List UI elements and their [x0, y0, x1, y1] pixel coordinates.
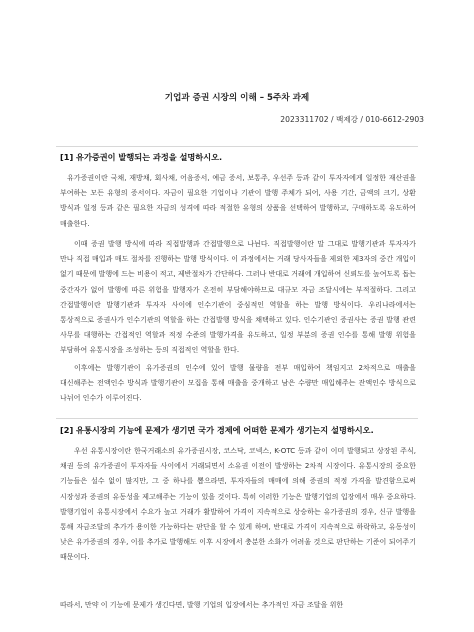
question-2-heading: [2] 유통시장의 기능에 문제가 생기면 국가 경제에 어떠한 문제가 생기는지 설명하시오.	[60, 425, 374, 435]
q2-paragraph-2: 따라서, 만약 이 기능에 문제가 생긴다면, 발행 기업의 입장에서는 추가적인 자금 조달을 위한	[60, 600, 344, 609]
divider	[56, 146, 418, 147]
q1-paragraph-3: 이후에는 발행기관이 유가증권의 인수에 있어 발행 물량을 전부 매입하여 책임지고 2차적으로 매출을 대신해주는 전액인수 방식과 발행기관이 모집을 통해 매출을 중개하고 남은 수량만 매입해주는 잔액인수 방식으로 나뉘어 인수가 이루어진다.	[60, 363, 416, 403]
q1-paragraph-1: 유가증권이란 국채, 재방채, 회사채, 어음증서, 예금 증서, 보통주, 우선주 등과 같이 투자자에게 일정한 재산권을 부여하는 모든 유형의 증서이다. 자금이 필요한 기업이나 기관이 발행 주체가 되어, 사용 기간, 금액의 크기, 상환 방식과 일정 등과 같은 필요한 자금의 성격에 따라 적절한 유형의 상품을 선택하여 발행하고, 구매하도록 유도하여 매출한다.	[60, 173, 416, 228]
document-title: 기업과 증권 시장의 이해 – 5주차 과제	[164, 93, 310, 103]
q2-paragraph-1: 우선 유통시장이란 한국거래소의 유가증권시장, 코스닥, 코넥스, K-OTC 등과 같이 이미 발행되고 상장된 주식, 채권 등의 유가증권이 투자자들 사이에서 거래되면서 소유권 이전이 발생하는 2차적 시장이다. 유통시장의 중요한 기능들은 설수 없이 많지만, 그 중 하나를 뽑으라면, 투자자들의 매매에 의해 증권의 적정 가격을 발견함으로써 시장성과 증권의 유동성을 제고해주는 기능이 있을 것이다. 특히 이러한 기능은 발행기업의 입장에서 매우 중요하다. 발행기업이 유통시장에서 수요가 높고 거래가 활발하여 가격이 지속적으로 상승하는 유가증권의 경우, 신규 발행을 통해 자금조달의 추가가 용이한 가능하다는 판단을 할 수 있게 하며, 반대로 가격이 지속적으로 하락하고, 유동성이 낮은 유가증권의 경우, 이를 추가로 발행해도 이후 시장에서 충분한 소화가 어려울 것으로 판단하는 기준이 되어주기 때문이다.	[60, 446, 416, 562]
author-line: 2023311702 / 백제강 / 010-6612-2903	[280, 115, 424, 124]
question-1-heading: [1] 유가증권이 발행되는 과정을 설명하시오.	[60, 152, 223, 162]
q1-paragraph-2: 이때 증권 발행 방식에 따라 직접발행과 간접발행으로 나뉜다. 직접발행이란 말 그대로 발행기관과 투자자가 만나 직접 매입과 매도 절차를 진행하는 발행 방식이다. 이 과정에서는 거래 당사자들을 제외한 제3자의 중간 개입이 없기 때문에 발행에 드는 비용이 적고, 제반절차가 간단하다. 그러나 반대로 거래에 개입하여 신뢰도를 높여도록 돕는 중간자가 없어 발행에 따른 위험을 발행자가 온전히 부담해야하므로 대규모 자금 조달시에는 부적절하다. 그리고 간접발행이란 발행기관과 투자자 사이에 인수기관이 중심적인 역할을 하는 발행 방식이다. 우리나라에서는 통상적으로 증권사가 인수기관의 역할을 하는 간접발행 방식을 채택하고 있다. 인수기관인 증권사는 증권 발행 관련 사무를 대행하는 간접적인 역할과 적정 수준의 발행가격을 유도하고, 일정 부분의 증권 인수를 통해 발행 위험을 부담하여 유통시장을 조성하는 등의 직접적인 역할을 한다.	[60, 239, 416, 355]
divider	[56, 418, 418, 419]
